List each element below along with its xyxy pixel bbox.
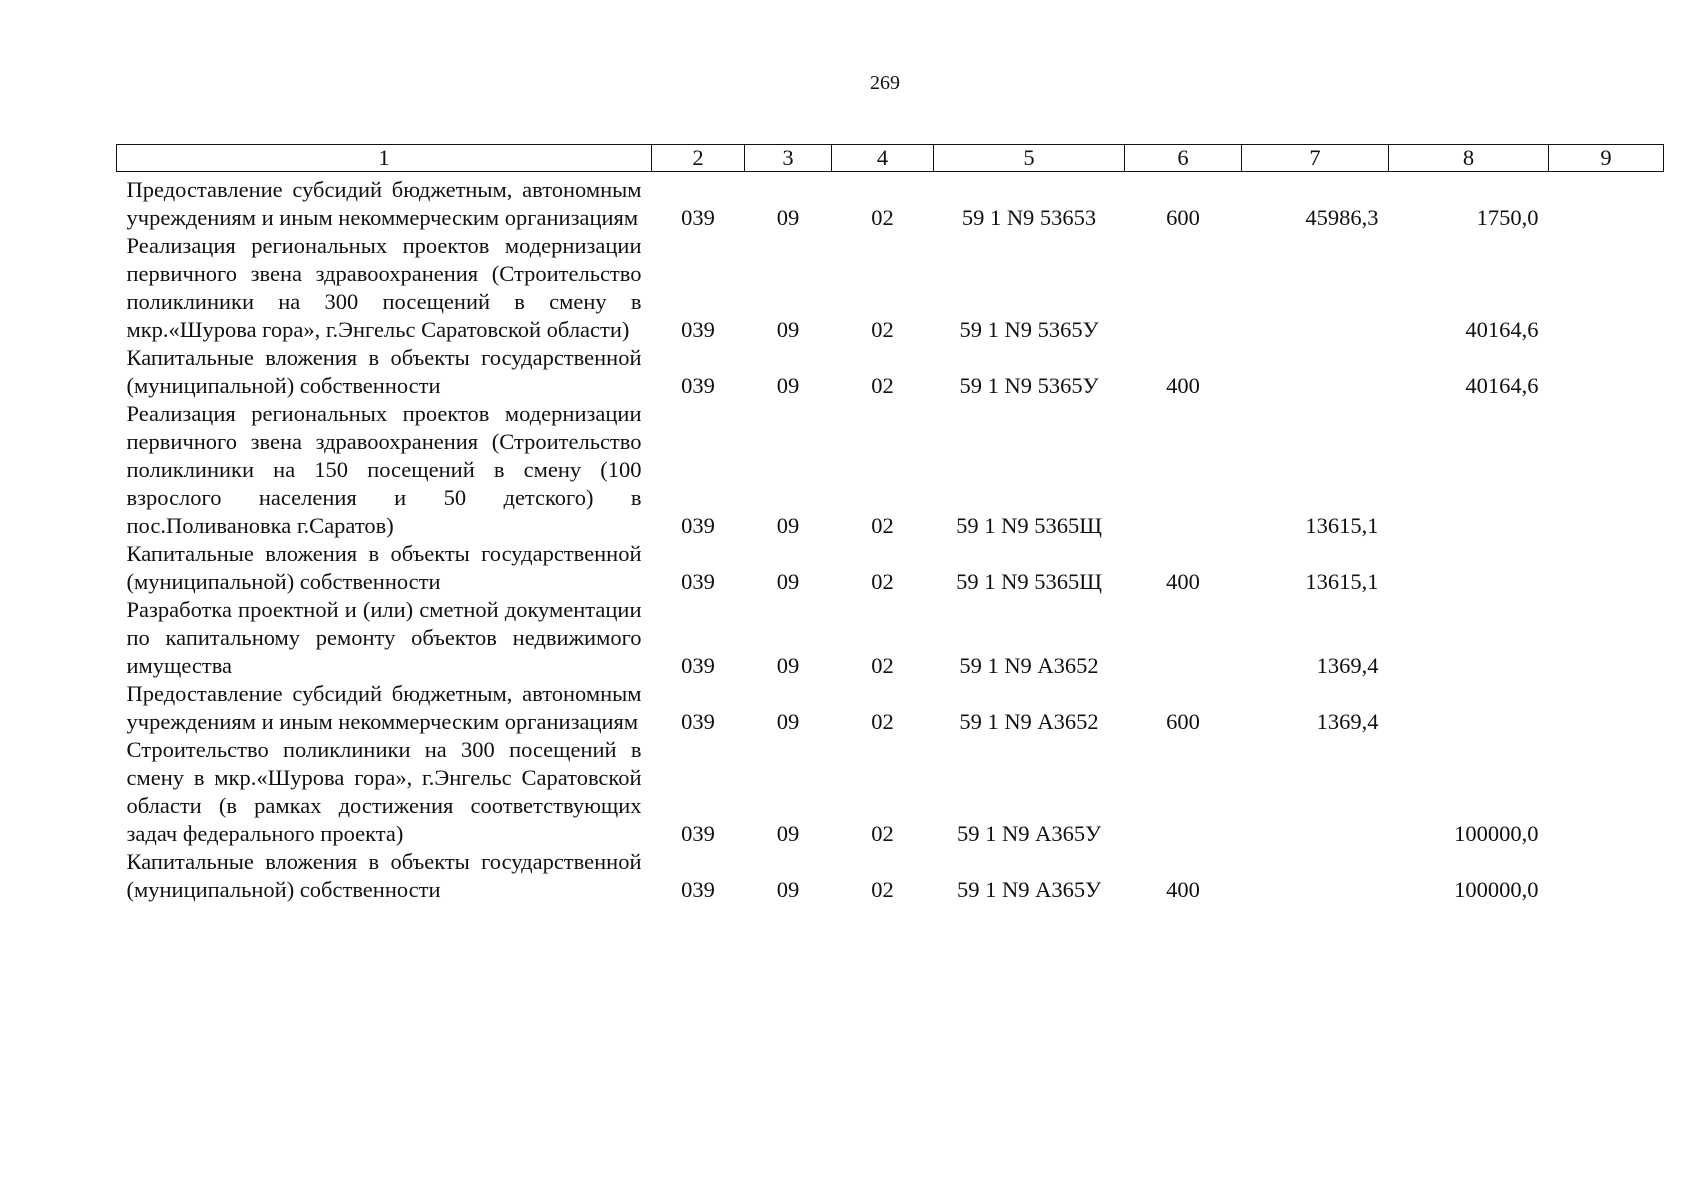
cell-expense-type: 400 [1166, 373, 1200, 398]
cell-ministry-code: 039 [681, 205, 715, 230]
cell-amount-8: 40164,6 [1465, 373, 1539, 398]
cell-target-article: 59 1 N9 А3652 [959, 709, 1099, 734]
cell-amount-7: 13615,1 [1305, 513, 1379, 538]
cell-amount-7: 1369,4 [1316, 653, 1379, 678]
row-description: Предоставление субсидий бюджетным, автономным учреждениям и иным некоммерческим организациям [126, 681, 642, 734]
row-description: Реализация региональных проектов модернизации первичного звена здравоохранения (Строительство поликлиники на 150 посещений в смену (100 взрослого населения и 50 детского) в пос.Поливановка г.Саратов) [126, 401, 642, 538]
cell-amount-9 [1549, 400, 1664, 540]
column-number-row [117, 145, 1664, 172]
cell-ministry-code: 039 [681, 877, 715, 902]
cell-target-article: 59 1 N9 А3652 [959, 653, 1099, 678]
column-header: 8 [1389, 145, 1549, 172]
column-header: 4 [832, 145, 934, 172]
row-description: Предоставление субсидий бюджетным, автономным учреждениям и иным некоммерческим организациям [126, 177, 642, 230]
cell-expense-type: 600 [1166, 205, 1200, 230]
cell-section: 09 [776, 373, 800, 398]
cell-expense-type: 400 [1166, 877, 1200, 902]
cell-section: 09 [776, 653, 800, 678]
row-description: Реализация региональных проектов модернизации первичного звена здравоохранения (Строительство поликлиники на 300 посещений в смену в мкр.«Шурова гора», г.Энгельс Саратовской области) [126, 233, 642, 342]
budget-table [116, 144, 1664, 904]
table-row [117, 400, 1664, 540]
cell-section: 09 [776, 205, 800, 230]
cell-amount-7 [1242, 848, 1389, 904]
cell-amount-8: 100000,0 [1454, 821, 1539, 846]
row-description: Капитальные вложения в объекты государственной (муниципальной) собственности [126, 541, 642, 594]
cell-amount-7 [1242, 232, 1389, 344]
table-row [117, 596, 1664, 680]
cell-amount-7 [1242, 736, 1389, 848]
column-header: 3 [745, 145, 832, 172]
cell-target-article: 59 1 N9 53653 [961, 205, 1097, 230]
cell-amount-9 [1549, 172, 1664, 233]
cell-section: 09 [776, 709, 800, 734]
cell-amount-7: 13615,1 [1305, 569, 1379, 594]
table-row [117, 172, 1664, 233]
cell-section: 09 [776, 569, 800, 594]
cell-ministry-code: 039 [681, 821, 715, 846]
cell-subsection: 02 [871, 205, 894, 230]
cell-subsection: 02 [871, 569, 894, 594]
cell-ministry-code: 039 [681, 653, 715, 678]
cell-amount-9 [1549, 344, 1664, 400]
cell-expense-type [1125, 232, 1242, 344]
cell-target-article: 59 1 N9 5365Щ [956, 569, 1102, 594]
cell-expense-type [1125, 400, 1242, 540]
page-number: 269 [870, 72, 900, 94]
cell-amount-9 [1549, 848, 1664, 904]
cell-target-article: 59 1 N9 5365Щ [956, 513, 1102, 538]
cell-subsection: 02 [871, 317, 894, 342]
cell-expense-type: 400 [1166, 569, 1200, 594]
cell-amount-8: 100000,0 [1454, 877, 1539, 902]
row-description: Разработка проектной и (или) сметной документации по капитальному ремонту объектов недвижимого имущества [126, 597, 642, 678]
cell-subsection: 02 [871, 821, 894, 846]
table-row [117, 344, 1664, 400]
table-row [117, 680, 1664, 736]
cell-amount-8: 40164,6 [1465, 317, 1539, 342]
cell-amount-8 [1389, 400, 1549, 540]
cell-section: 09 [776, 317, 800, 342]
table-row [117, 736, 1664, 848]
cell-ministry-code: 039 [681, 373, 715, 398]
column-header: 7 [1242, 145, 1389, 172]
cell-ministry-code: 039 [681, 317, 715, 342]
cell-ministry-code: 039 [681, 569, 715, 594]
cell-subsection: 02 [871, 709, 894, 734]
cell-subsection: 02 [871, 653, 894, 678]
cell-target-article: 59 1 N9 5365У [959, 373, 1099, 398]
cell-amount-9 [1549, 680, 1664, 736]
cell-amount-7: 1369,4 [1316, 709, 1379, 734]
cell-section: 09 [776, 877, 800, 902]
cell-expense-type: 600 [1166, 709, 1200, 734]
cell-amount-9 [1549, 232, 1664, 344]
table-row [117, 540, 1664, 596]
cell-amount-9 [1549, 736, 1664, 848]
row-description: Капитальные вложения в объекты государственной (муниципальной) собственности [126, 849, 642, 902]
cell-target-article: 59 1 N9 А365У [956, 821, 1102, 846]
column-header: 9 [1549, 145, 1664, 172]
cell-expense-type [1125, 596, 1242, 680]
cell-subsection: 02 [871, 373, 894, 398]
cell-subsection: 02 [871, 877, 894, 902]
row-description: Капитальные вложения в объекты государственной (муниципальной) собственности [126, 345, 642, 398]
table-row [117, 848, 1664, 904]
cell-amount-8 [1389, 540, 1549, 596]
cell-subsection: 02 [871, 513, 894, 538]
cell-target-article: 59 1 N9 5365У [959, 317, 1099, 342]
table-row [117, 232, 1664, 344]
cell-amount-9 [1549, 540, 1664, 596]
column-header: 2 [652, 145, 745, 172]
cell-ministry-code: 039 [681, 709, 715, 734]
cell-section: 09 [776, 821, 800, 846]
cell-amount-8: 1750,0 [1476, 205, 1539, 230]
cell-section: 09 [776, 513, 800, 538]
cell-amount-8 [1389, 680, 1549, 736]
cell-amount-7: 45986,3 [1305, 205, 1379, 230]
column-header: 6 [1125, 145, 1242, 172]
cell-target-article: 59 1 N9 А365У [956, 877, 1102, 902]
cell-amount-9 [1549, 596, 1664, 680]
row-description: Строительство поликлиники на 300 посещений в смену в мкр.«Шурова гора», г.Энгельс Саратовской области (в рамках достижения соответствующих задач федерального проекта) [126, 737, 642, 846]
column-header: 1 [117, 145, 652, 172]
column-header: 5 [934, 145, 1125, 172]
cell-amount-7 [1242, 344, 1389, 400]
cell-ministry-code: 039 [681, 513, 715, 538]
cell-expense-type [1125, 736, 1242, 848]
cell-amount-8 [1389, 596, 1549, 680]
